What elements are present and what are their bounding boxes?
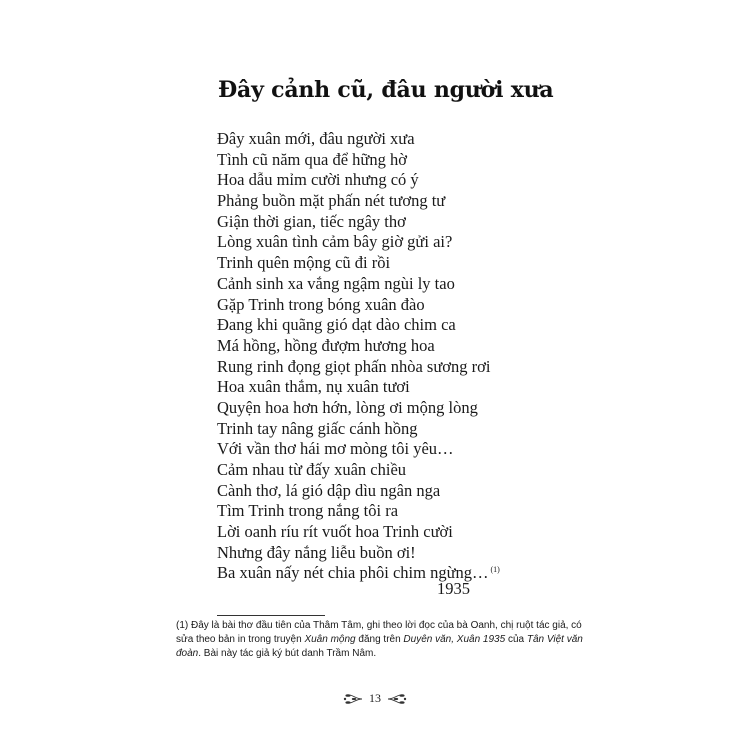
poem-line: Cảnh sinh xa vắng ngậm ngùi ly tao bbox=[217, 273, 455, 293]
poem-line: Cành thơ, lá gió dập dìu ngân nga bbox=[217, 480, 441, 500]
footnote-italic-title: Xuân mộng bbox=[304, 634, 356, 645]
poem-line: Với vần thơ hái mơ mòng tôi yêu… bbox=[217, 439, 454, 459]
poem-line: Trinh quên mộng cũ đi rồi bbox=[217, 253, 391, 273]
poem-year: 1935 bbox=[437, 579, 470, 598]
poem-line: Đây xuân mới, đâu người xưa bbox=[217, 129, 415, 148]
poem-line: Lời oanh ríu rít vuốt hoa Trinh cười bbox=[217, 522, 453, 542]
poem-line: Gặp Trinh trong bóng xuân đào bbox=[217, 294, 425, 314]
poem-line: Cảm nhau từ đấy xuân chiều bbox=[217, 460, 407, 479]
footnote-text bbox=[176, 619, 596, 661]
poem-line: Trinh tay nâng giấc cánh hồng bbox=[217, 418, 418, 438]
page-footer bbox=[0, 691, 750, 706]
poem-line: Hoa dẫu mỉm cười nhưng có ý bbox=[217, 170, 419, 190]
poem-line-last bbox=[217, 563, 547, 584]
poem-line: Phảng buồn mặt phấn nét tương tư bbox=[217, 191, 446, 211]
poem-line: Hoa xuân thắm, nụ xuân tươi bbox=[217, 377, 410, 397]
page-number: 13 bbox=[369, 691, 381, 705]
floral-ornament-right-icon bbox=[387, 693, 407, 705]
poem-line: Quyện hoa hơn hớn, lòng ơi mộng lòng bbox=[217, 397, 478, 417]
poem-line: Má hồng, hồng đượm hương hoa bbox=[217, 335, 435, 355]
poem-line: Nhưng đây nắng liễu buồn ơi! bbox=[217, 542, 416, 562]
footnote-part: (1) Đây là bài thơ đầu tiên của Thâm Tâm, ghi theo lời đọc của bà Oanh, chị ruột tác giả, có sửa theo bản in trong truyện bbox=[176, 620, 582, 645]
footnote-part: . Bài này tác giả ký bút danh Trầm Nâm. bbox=[198, 648, 377, 659]
poem-line: Tình cũ năm qua để hững hờ bbox=[217, 149, 407, 169]
footnote-italic-title: Duyên văn, Xuân 1935 bbox=[403, 634, 506, 645]
footnote-italic-title: Tân Việt văn đoàn bbox=[176, 634, 583, 659]
poem-line: Tìm Trinh trong nắng tôi ra bbox=[217, 501, 399, 521]
footnote-reference-marker: (1) bbox=[490, 564, 500, 574]
floral-ornament-left-icon bbox=[343, 693, 363, 705]
footnote-part: của bbox=[505, 634, 527, 645]
poem-title: Đây cảnh cũ, đâu người xưa bbox=[218, 77, 554, 103]
poem-line: Đang khi quãng gió dạt dào chim ca bbox=[217, 315, 456, 335]
footnote-divider bbox=[217, 615, 325, 616]
poem-line: Rung rinh đọng giọt phấn nhòa sương rơi bbox=[217, 356, 491, 376]
poem-line: Giận thời gian, tiếc ngây thơ bbox=[217, 211, 406, 231]
footnote-part: đăng trên bbox=[355, 634, 404, 645]
poem-body bbox=[217, 129, 547, 584]
poem-line-text: Ba xuân nấy nét chia phôi chim ngừng… bbox=[217, 563, 489, 583]
poem-line: Lòng xuân tình cảm bây giờ gửi ai? bbox=[217, 232, 453, 252]
